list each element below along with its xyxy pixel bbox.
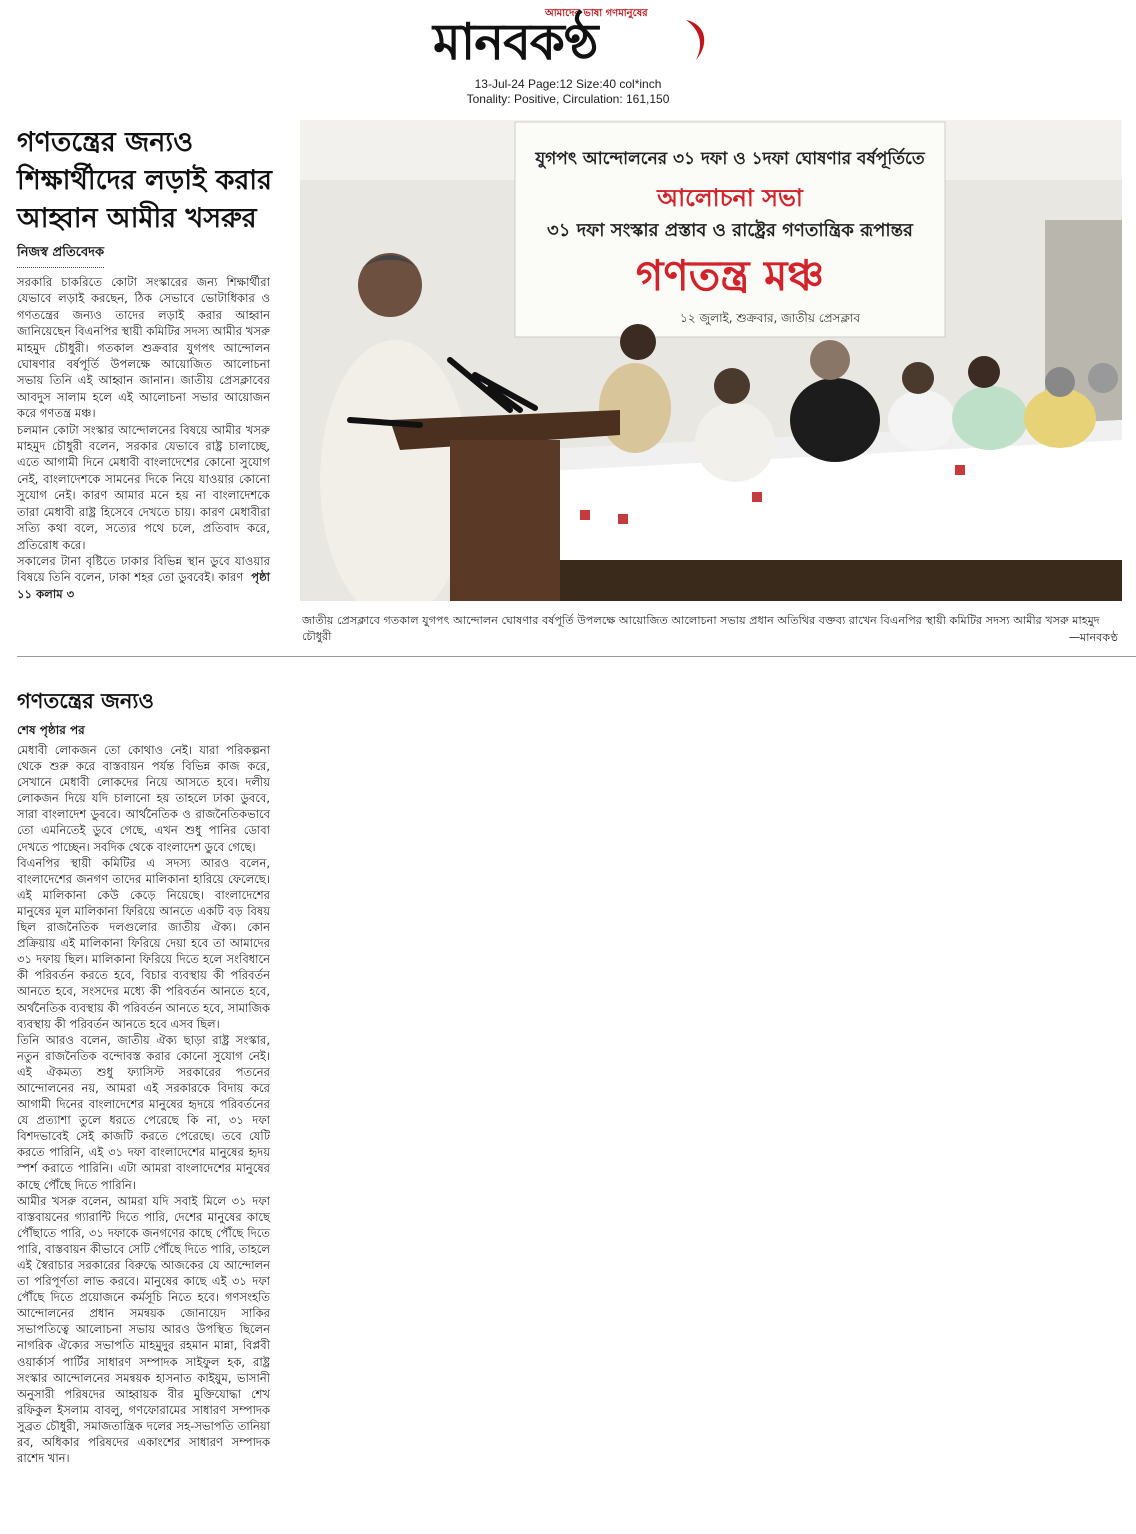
article-paragraph: বিএনপির স্থায়ী কমিটির এ সদস্য আরও বলেন, বাংলাদেশের জনগণ তাদের মালিকানা হারিয়ে ফেলেছে। এই মালিকানা কেউ কেড়ে নিয়েছে। বাংলাদেশের মানুষের মূল মালিকানা ফিরিয়ে আনতে একটি বড় বিষয় ছিল রাজনৈতিক দলগুলোর জাতীয় ঐক্য। কোন প্রক্রিয়ায় এই মালিকানা ফিরিয়ে দেয়া হবে তা আমাদের ৩১ দফায় ছিল। মালিকানা ফিরিয়ে দিতে হলে সংবিধানে কী পরিবর্তন করতে হবে, বিচার ব্যবস্থায় কী পরিবর্তন আনতে হবে, সংসদের মধ্যে কী পরিবর্তন আনতে হবে, অর্থনৈতিক ব্যবস্থায় কী পরিবর্তন আনতে হবে, সামাজিক ব্যবস্থায় কী পরিবর্তন আনতে হবে এসব ছিল। — [17, 855, 270, 1031]
article-paragraph: আমীর খসরু বলেন, আমরা যদি সবাই মিলে ৩১ দফা বাস্তবায়নের গ্যারান্টি দিতে পারি, দেশের মানুষের কাছে পৌঁছাতে পারি, ৩১ দফাকে জনগণের কাছে পৌঁছে দিতে পারি, বাস্তবায়ন কীভাবে সেটি পৌঁছে দিতে পারি, তাহলে এই স্বৈরাচার সরকারের বিরুদ্ধে আজকের যে আন্দোলন তা পরিপূর্ণতা লাভ করবে। মানুষের কাছে এই ৩১ দফা পৌঁছে দিতে প্রয়োজনে কর্মসূচি নিতে হবে। গণসংহতি আন্দোলনের প্রধান সমন্বয়ক জোনায়েদ সাকির সভাপতিত্বে আলোচনা সভায় আরও উপস্থিত ছিলেন নাগরিক ঐক্যের সভাপতি মাহমুদুর রহমান মান্না, বিপ্লবী ওয়ার্কার্স পার্টির সাধারণ সম্পাদক সাইফুল হক, রাষ্ট্র সংস্কার আন্দোলনের সমন্বয়ক হাসনাত কাইয়ুম, ভাসানী অনুসারী পরিষদের আহ্বায়ক বীর মুক্তিযোদ্ধা শেখ রফিকুল ইসলাম বাবলু, গণফোরামের সাধারণ সম্পাদক সুব্রত চৌধুরী, সমাজতান্ত্রিক দলের সহ-সভাপতি তানিয়া রব, অধিকার পরিষদের একাংশের সাধারণ সম্পাদক রাশেদ খান। — [17, 1193, 271, 1466]
event-photo-illustration — [300, 120, 1122, 601]
continuation-jump: পৃষ্ঠা ১১ কলাম ৩ — [17, 570, 270, 601]
newspaper-logo: মানবকণ্ঠ — [433, 13, 598, 71]
clipping-meta-tonality: Tonality: Positive, Circulation: 161,150 — [466, 92, 670, 106]
continuation-subhead: শেষ পৃষ্ঠার পর — [17, 723, 85, 737]
clipping-meta-date-size: 13-Jul-24 Page:12 Size:40 col*inch — [474, 77, 662, 91]
banner-line-4: গণতন্ত্র মঞ্চ — [635, 251, 825, 300]
photo-credit: —মানবকণ্ঠ — [1068, 631, 1118, 644]
article-paragraph: মেধাবী লোকজন তো কোথাও নেই। যারা পরিকল্পনা থেকে শুরু করে বাস্তবায়ন পর্যন্ত বিভিন্ন কাজ করে, সেখানে মেধাবী লোকদের নিয়ে আসতে হবে। দলীয় লোকজন দিয়ে যদি চালানো হয় তাহলে ঢাকা ডুববে, সারা বাংলাদেশ ডুববে। আর্থনৈতিক ও রাজনৈতিকভাবে তো এমনিতেই ডুবে গেছে, এখন শুধু পানির ডোবা দেখতে পাচ্ছেন। সবদিক থেকে বাংলাদেশ ডুবে গেছে। — [17, 743, 270, 854]
article-body — [17, 274, 270, 602]
article-paragraph — [17, 553, 270, 602]
masthead — [0, 0, 1136, 110]
continuation-body — [17, 742, 270, 1466]
banner-line-2: আলোচনা সভা — [657, 184, 803, 212]
banner-line-3: ৩১ দফা সংস্কার প্রস্তাব ও রাষ্ট্রের গণতান্ত্রিক রূপান্তর — [547, 220, 913, 241]
article-paragraph: তিনি আরও বলেন, জাতীয় ঐক্য ছাড়া রাষ্ট্র সংস্কার, নতুন রাজনৈতিক বন্দোবস্ত করার কোনো সুযোগ নেই। এই ঐকমত্য শুধু ফ্যাসিস্ট সরকারের পতনের আন্দোলনের নয়, আমরা এই সরকারকে বিদায় করে আগামী দিনের বাংলাদেশের মানুষের হৃদয়ে পরিবর্তনের যে প্রত্যাশা তুলে ধরতে পেরেছে কি না, ৩১ দফা বিশদভাবেই সেই কাজটি করতে পেরেছে। তবে যেটি করতে পারিনি, এই ৩১ দফা বাংলাদেশের মানুষের হৃদয় স্পর্শ করাতে পারিনি। এটা আমরা বাংলাদেশের মানুষের কাছে পৌঁছে দিতে পারিনি। — [17, 1032, 270, 1192]
masthead-tagline: আমাদের ভাষা গণমানুষের — [545, 8, 648, 19]
photo-caption: জাতীয় প্রেসক্লাবে গতকাল যুগপৎ আন্দোলন ঘোষণার বর্ষপূর্তি উপলক্ষে আয়োজিত আলোচনা সভায় প্রধান অতিথির বক্তব্য রাখেন বিএনপির স্থায়ী কমিটির সদস্য আমীর খসরু মাহমুদ চৌধুরী — [302, 614, 1100, 643]
event-photo — [300, 120, 1122, 601]
article-byline: নিজস্ব প্রতিবেদক — [17, 243, 104, 268]
logo-swoosh-icon — [680, 14, 710, 66]
section-divider — [17, 656, 1136, 657]
banner-line-5: ১২ জুলাই, শুক্রবার, জাতীয় প্রেসক্লাব — [679, 311, 861, 325]
article-paragraph-text: সকালের টানা বৃষ্টিতে ঢাকার বিভিন্ন স্থান ডুবে যাওয়ার বিষয়ে তিনি বলেন, ঢাকা শহর তো ডুববেই। কারণ — [17, 553, 270, 585]
article-paragraph: চলমান কোটা সংস্কার আন্দোলনের বিষয়ে আমীর খসরু মাহমুদ চৌধুরী বলেন, সরকার যেভাবে রাষ্ট্র চালাচ্ছে, এতে আগামী দিনে মেধাবী বাংলাদেশের কোনো সুযোগ নেই, বাংলাদেশকে সামনের দিকে নিয়ে যাওয়ার কোনো সুযোগ নেই। কারণ আমার মনে হয় না বাংলাদেশকে তারা মেধাবী রাষ্ট্র হিসেবে দেখতে চায়। কারণ মেধাবীরা সত্যি কথা বলে, সত্যের পথে চলে, প্রতিবাদ করে, প্রতিরোধ করে। — [17, 422, 270, 552]
banner-line-1: যুগপৎ আন্দোলনের ৩১ দফা ও ১দফা ঘোষণার বর্ষপূর্তিতে — [535, 149, 925, 169]
article-headline: গণতন্ত্রের জন্যও শিক্ষার্থীদের লড়াই করার আহ্বান আমীর খসরুর — [17, 127, 272, 234]
continuation-headline: গণতন্ত্রের জন্যও — [17, 688, 154, 713]
article-paragraph: সরকারি চাকরিতে কোটা সংস্কারের জন্য শিক্ষার্থীরা যেভাবে লড়াই করছেন, ঠিক সেভাবে ভোটাধিকার ও গণতন্ত্রের জন্যও তাদের লড়াই করার আহ্বান জানিয়েছেন বিএনপির স্থায়ী কমিটির সদস্য আমীর খসরু মাহমুদ চৌধুরী। গতকাল শুক্রবার যুগপৎ আন্দোলন ঘোষণার বর্ষপূর্তি উপলক্ষে আয়োজিত আলোচনা সভায় তিনি এই আহ্বান জানান। জাতীয় প্রেসক্লাবের আবদুস সালাম হলে এই আলোচনা সভার আয়োজন করে গণতন্ত্র মঞ্চ। — [17, 275, 270, 421]
